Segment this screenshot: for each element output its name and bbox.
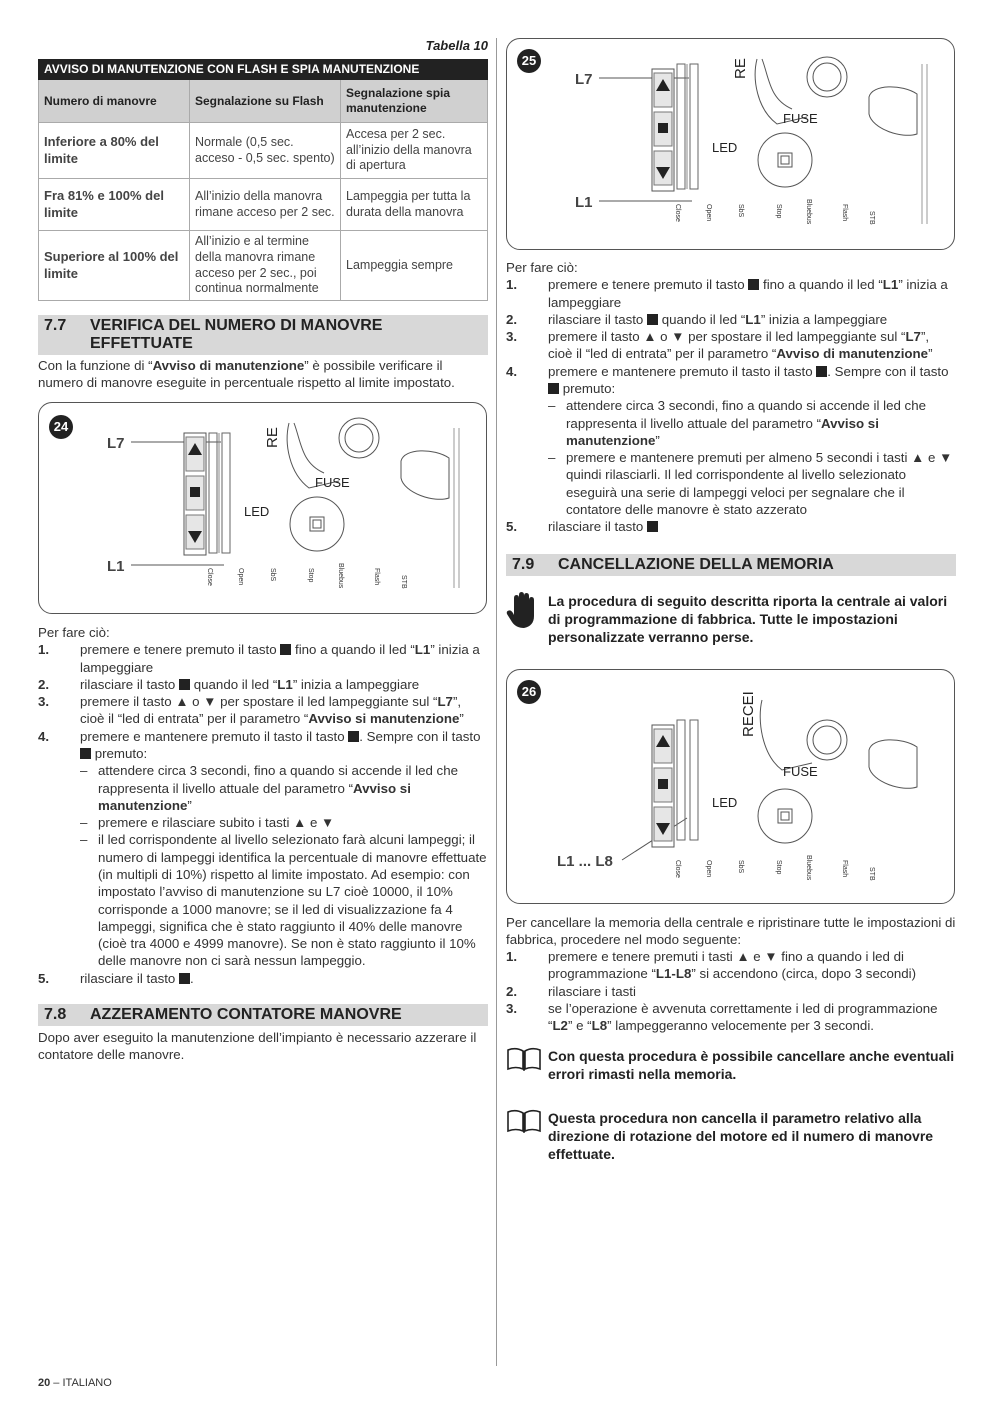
table-header: Segnalazione spia manutenzione: [341, 80, 488, 123]
table-cell: Lampeggia per tutta la durata della manovra: [341, 179, 488, 231]
info-note: [506, 1047, 956, 1083]
figure-24: [38, 402, 487, 614]
board-diagram: [507, 670, 954, 903]
step-number: 5.: [506, 519, 518, 535]
warning-text: La procedura di seguito descritta riporta la centrale ai valori di programmazione di fabbrica. Tutte le impostazioni personalizzate verranno perse.: [548, 593, 948, 646]
terminal-open: Open: [705, 860, 712, 878]
stop-key-icon: [179, 679, 190, 690]
text: L7: [905, 329, 921, 345]
figure-26: [506, 669, 955, 904]
text: .: [190, 970, 194, 986]
text: ”: [459, 711, 464, 727]
section-title: AZZERAMENTO CONTATORE MANOVRE: [90, 1006, 402, 1023]
text: Avviso si manutenzione: [98, 780, 411, 813]
figure-25: [506, 38, 955, 250]
step-number: 1.: [506, 277, 518, 293]
table-title: AVVISO DI MANUTENZIONE CON FLASH E SPIA MANUTENZIONE: [39, 60, 488, 80]
text: ” è possibile verificare il numero di manovre eseguite in percentuale rispetto al limite impostato.: [38, 358, 455, 391]
step-number: 4.: [38, 728, 50, 744]
table-cell: Fra 81% e 100% del limite: [39, 179, 190, 231]
text: attendere circa 3 secondi, fino a quando si accende il led che rappresenta il livello attuale del parametro “: [566, 398, 926, 431]
text: quando il led “: [193, 676, 278, 692]
callout-l7: L7: [575, 71, 593, 88]
terminal-stop: Stop: [307, 568, 314, 583]
terminal-stb: STB: [868, 211, 875, 225]
steps-intro: Per fare ciò:: [38, 625, 110, 640]
info-note: [506, 1109, 956, 1164]
step-number: 3.: [38, 694, 50, 710]
text: fino a quando il led “: [295, 642, 415, 658]
hand-stop-icon: [506, 592, 542, 630]
table-caption: Tabella 10: [425, 38, 488, 53]
text: Avviso di manutenzione: [776, 346, 929, 362]
steps-7-7: [38, 624, 488, 987]
page-footer: [38, 1377, 112, 1389]
terminal-flash: Flash: [841, 204, 848, 222]
step-number: 1.: [38, 642, 50, 658]
stop-key-icon: [179, 973, 190, 984]
table-cell: Accesa per 2 sec. all’inizio della manovra di apertura: [341, 123, 488, 179]
text: . Sempre con il tasto: [827, 363, 949, 379]
section-heading-7-7: [38, 315, 488, 355]
table-header: Numero di manovre: [39, 80, 190, 123]
text: rilasciare il tasto: [80, 970, 176, 986]
section-number: 7.7: [44, 317, 67, 334]
text: ”: [187, 797, 192, 813]
text: L7: [437, 694, 453, 710]
text: premere e mantenere premuto il tasto il tasto: [80, 728, 345, 744]
text: premere e tenere premuto il tasto: [548, 277, 745, 293]
step-number: 3.: [506, 1000, 518, 1016]
terminal-close: Close: [674, 860, 681, 878]
text: ” inizia a lampeggiare: [80, 642, 480, 675]
text: ” inizia a lampeggiare: [760, 311, 888, 327]
table-row: [39, 179, 488, 231]
text: il led corrispondente al livello selezionato farà alcuni lampeggi; il numero di lampeggi identifica la percentuale di manovre effettuate (in multipli di 10%) rispetto al limite impostato. Ad esempio: con impostato l’avviso di manutenzione su L7 cioè 10000, il 10% corrisponde a 1000 manovre; se il led di visualizzazione fa 4 lampeggi, significa che è stato raggiunto il 40% delle manovre (cioè tra 4000 e 4999 manovre). Se non è stato raggiunto il 10% delle manovre non ci sarà nessun lampeggio.: [98, 832, 487, 969]
section-title: CANCELLAZIONE DELLA MEMORIA: [558, 556, 834, 573]
book-icon: [506, 1047, 542, 1073]
figure-number: 25: [517, 49, 541, 73]
paragraph-7-8: Dopo aver eseguito la manutenzione dell’impianto è necessario azzerare il contatore delle manovre.: [38, 1030, 477, 1063]
column-divider: [496, 38, 497, 1366]
fuse-label: FUSE: [783, 764, 818, 779]
step: [38, 641, 488, 676]
step-number: 4.: [506, 363, 518, 379]
text: ” si accendono (circa, dopo 3 secondi): [691, 966, 917, 982]
text: ” e “: [567, 1018, 592, 1034]
step-number: 5.: [38, 970, 50, 986]
text: ”, cioè il “led di entrata” per il parametro “: [80, 694, 462, 727]
fuse-label: FUSE: [315, 475, 350, 490]
text: rilasciare i tasti: [548, 983, 636, 999]
callout-l1: L1: [575, 194, 593, 211]
section-number: 7.8: [44, 1006, 67, 1023]
text: L1: [414, 642, 431, 658]
text: . Sempre con il tasto: [359, 728, 481, 744]
terminal-stop: Stop: [775, 860, 782, 875]
step-number: 2.: [506, 983, 518, 999]
terminal-stb: STB: [400, 575, 407, 589]
text: premuto:: [562, 380, 616, 396]
terminal-open: Open: [705, 204, 712, 222]
stop-key-icon: [816, 366, 827, 377]
text: Avviso si manutenzione: [308, 711, 460, 727]
stop-key-icon: [647, 314, 658, 325]
memory-intro: Per cancellare la memoria della centrale e ripristinare tutte le impostazioni di fabbrica, procedere nel modo seguente:: [506, 915, 956, 948]
terminal-sbs: SbS: [737, 204, 744, 218]
section-heading-7-9: [506, 554, 956, 576]
maintenance-table: [38, 59, 488, 301]
step: 4. premere e mantenere premuto il tasto il tasto . Sempre con il tasto premuto: – attendere circa 3 secondi, fino a quando si accende il led che rappresenta il livello attuale del parametro “Avviso si manutenzione” – premere e rilasciare subito i tasti ▲ e ▼ – il led corrispondente al livello selezionato farà alcuni lampeggi; il numero di lampeggi identifica la percentuale di manovre effettuate (in multipli di 10%) rispetto al limite impostato. Ad esempio: con impostato l’avviso di manutenzione su L7 cioè 10000, il 10% corrisponde a 1000 manovre; se il led di visualizzazione fa 4 lampeggi, significa che è stato raggiunto il 40% delle manovre (cioè tra 4000 e 4999 manovre). Se non è stato raggiunto il 10% delle manovre non ci sarà nessun lampeggio.: [38, 728, 487, 969]
stop-key-icon: [647, 521, 658, 532]
text: ”: [928, 346, 933, 362]
board-diagram: [39, 403, 486, 613]
text: ” inizia a lampeggiare: [292, 676, 420, 692]
stop-key-icon: [748, 279, 759, 290]
step: [38, 676, 488, 693]
text: quando il led “: [661, 311, 746, 327]
steps-7-9: [506, 948, 956, 1034]
terminal-bluebus: Bluebus: [337, 563, 344, 589]
book-icon: [506, 1109, 542, 1135]
text: Avviso si manutenzione: [566, 415, 879, 448]
step: [506, 276, 956, 311]
note-text: Questa procedura non cancella il parametro relativo alla direzione di rotazione del motore ed il numero di manovre effettuate.: [548, 1110, 934, 1163]
step-number: 2.: [506, 311, 518, 327]
text: Con la funzione di “: [38, 358, 153, 373]
text: premere e tenere premuto il tasto: [80, 642, 277, 658]
led-label: LED: [712, 140, 738, 155]
section-title: VERIFICA DEL NUMERO DI MANOVRE EFFETTUATE: [90, 317, 383, 352]
led-label: LED: [244, 504, 270, 519]
table-cell: Normale (0,5 sec. acceso - 0,5 sec. spento): [190, 123, 341, 179]
table-header: Segnalazione su Flash: [190, 80, 341, 123]
terminal-stop: Stop: [775, 204, 782, 219]
intro-paragraph: [38, 357, 488, 392]
board-diagram: [507, 39, 954, 249]
terminal-flash: Flash: [373, 568, 380, 586]
text: premere il tasto ▲ o ▼ per spostare il led lampeggiante sul “: [80, 694, 438, 710]
stop-key-icon: [548, 383, 559, 394]
step-number: 2.: [38, 676, 50, 692]
terminal-open: Open: [237, 568, 244, 586]
terminal-bluebus: Bluebus: [805, 199, 812, 225]
note-text: Con questa procedura è possibile cancellare anche eventuali errori rimasti nella memoria.: [548, 1048, 955, 1083]
fuse-label: FUSE: [783, 111, 818, 126]
terminal-close: Close: [206, 568, 213, 586]
stop-key-icon: [280, 644, 291, 655]
text: ”, cioè il “led di entrata” per il parametro “: [548, 329, 930, 362]
text: L1: [745, 311, 761, 327]
steps-7-8: [506, 259, 956, 536]
terminal-sbs: SbS: [269, 568, 276, 582]
step: [38, 970, 488, 987]
table-row: [39, 123, 488, 179]
section-heading-7-8: [38, 1004, 488, 1026]
stop-key-icon: [80, 748, 91, 759]
footer-language: – ITALIANO: [50, 1377, 112, 1389]
step: [38, 693, 488, 728]
step: [506, 983, 956, 1000]
text: ”: [655, 432, 660, 448]
text: premere il tasto ▲ o ▼ per spostare il led lampeggiante sul “: [548, 329, 906, 345]
step: 4. premere e mantenere premuto il tasto il tasto . Sempre con il tasto premuto: – attendere circa 3 secondi, fino a quando si accende il led che rappresenta il livello attuale del parametro “Avviso si manutenzione” – premere e mantenere premuti per almeno 5 secondi i tasti ▲ e ▼ quindi rilasciarli. Il led corrispondente al livello selezionato eseguirà una serie di lampeggi veloci per segnalare che il contatore delle manovre è stato azzerato: [506, 363, 956, 519]
callout-l1-l8: L1 ... L8: [557, 853, 613, 870]
text: attendere circa 3 secondi, fino a quando si accende il led che rappresenta il livello attuale del parametro “: [98, 763, 458, 796]
step-number: 3.: [506, 329, 518, 345]
callout-l1: L1: [107, 558, 125, 575]
table-cell: Superiore al 100% del limite: [39, 231, 190, 301]
receiver-label: RECEI: [740, 691, 757, 737]
figure-number: 26: [517, 680, 541, 704]
terminal-bluebus: Bluebus: [805, 855, 812, 881]
step: [506, 328, 956, 363]
terminal-close: Close: [674, 204, 681, 222]
figure-number: 24: [49, 415, 73, 439]
terminal-stb: STB: [868, 867, 875, 881]
text: ” lampeggeranno velocemente per 3 secondi.: [607, 1018, 874, 1034]
text: rilasciare il tasto: [548, 311, 644, 327]
text: premere e tenere premuti i tasti ▲ e ▼ fino a quando i led di programmazione “: [548, 949, 904, 982]
text: L2: [552, 1018, 568, 1034]
re-label: RE: [732, 58, 749, 79]
step: [506, 948, 956, 983]
step: [506, 518, 956, 535]
table-row: [39, 231, 488, 301]
text: premere e mantenere premuto il tasto il tasto: [548, 363, 813, 379]
text: premere e mantenere premuti per almeno 5 secondi i tasti ▲ e ▼ quindi rilasciarli. Il led corrispondente al livello selezionato eseguirà una serie di lampeggi veloci per segnalare che il contatore delle manovre è stato azzerato: [566, 450, 953, 517]
text: fino a quando il led “: [763, 277, 883, 293]
warning-note: [506, 592, 956, 647]
step-number: 1.: [506, 949, 518, 964]
callout-l7: L7: [107, 435, 125, 452]
text: rilasciare il tasto: [80, 676, 176, 692]
text: L1-L8: [655, 966, 692, 982]
table-cell: Inferiore a 80% del limite: [39, 123, 190, 179]
re-label: RE: [264, 427, 281, 448]
table-cell: All’inizio della manovra rimane acceso per 2 sec.: [190, 179, 341, 231]
text: L8: [591, 1018, 608, 1034]
text: ” inizia a lampeggiare: [548, 277, 948, 310]
section-number: 7.9: [512, 556, 535, 573]
step: [506, 1000, 956, 1035]
text: premuto:: [94, 745, 148, 761]
table-cell: Lampeggia sempre: [341, 231, 488, 301]
text: L1: [277, 676, 293, 692]
stop-key-icon: [348, 731, 359, 742]
terminal-sbs: SbS: [737, 860, 744, 874]
steps-intro: Per fare ciò:: [506, 260, 578, 275]
page-number: 20: [38, 1377, 51, 1389]
text: se l’operazione è avvenuta correttamente i led di programmazione “: [548, 1000, 938, 1034]
text: Avviso di manutenzione: [152, 358, 305, 373]
step: [506, 311, 956, 328]
text: premere e rilasciare subito i tasti ▲ e ▼: [98, 815, 335, 831]
text: L1: [882, 277, 899, 293]
terminal-flash: Flash: [841, 860, 848, 878]
led-label: LED: [712, 795, 738, 810]
table-cell: All’inizio e al termine della manovra rimane acceso per 2 sec., poi continua normalmente: [190, 231, 341, 301]
text: rilasciare il tasto: [548, 519, 644, 535]
